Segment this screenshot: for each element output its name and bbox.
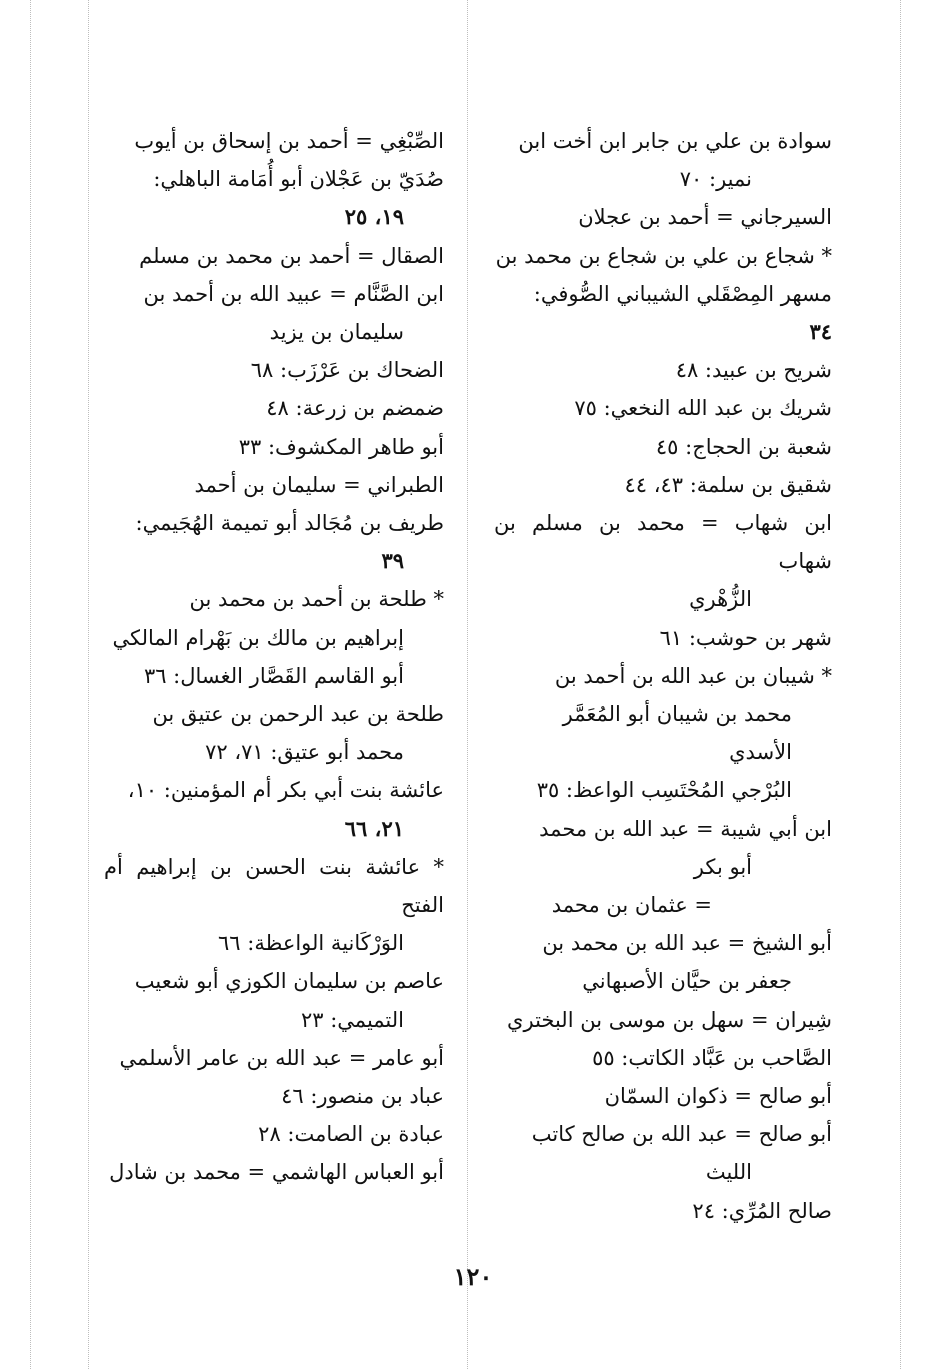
index-line: شريح بن عبيد: ٤٨ — [675, 358, 832, 383]
index-line: الصقال = أحمد بن محمد بن مسلم — [139, 243, 444, 268]
index-line: السيرجاني = أحمد بن عجلان — [578, 205, 832, 230]
index-line: أبو عامر = عبد الله بن عامر الأسلمي — [119, 1045, 444, 1070]
index-line: أبو القاسم القَصَّار الغسال: ٣٦ — [143, 663, 404, 688]
index-line: شهر بن حوشب: ٦١ — [659, 625, 832, 650]
index-line: مسهر المِصْقَلي الشيباني الصُّوفي: — [533, 281, 832, 306]
index-line: طريف بن مُجَالد أبو تميمة الهُجَيمي: — [135, 511, 444, 536]
index-line: شقيق بن سلمة: ٤٣، ٤٤ — [624, 472, 832, 497]
index-line: عباد بن منصور: ٤٦ — [281, 1084, 444, 1109]
index-line: شِيران = سهل بن موسى بن البختري — [507, 1007, 832, 1032]
index-line: أبو صالح = ذكوان السمّان — [604, 1084, 832, 1109]
index-line: محمد بن شيبان أبو المُعَمَّر الأسدي — [562, 702, 792, 765]
margin-guide-line — [88, 0, 89, 1369]
index-line: سليمان بن يزيد — [269, 320, 404, 345]
index-line: عائشة بنت أبي بكر أم المؤمنين: ١٠، — [127, 778, 444, 803]
index-line: ١٩، ٢٥ — [344, 204, 404, 230]
index-line: ضمضم بن زرعة: ٤٨ — [266, 396, 444, 421]
index-line: الصِّبْغِي = أحمد بن إسحاق بن أيوب — [134, 129, 444, 153]
column-divider — [467, 0, 468, 1369]
index-line: سوادة بن علي بن جابر ابن أخت ابن — [518, 129, 832, 153]
index-line: عاصم بن سليمان الكوزي أبو شعيب — [134, 969, 444, 994]
index-line: ٣٩ — [381, 548, 404, 574]
index-line: صالح المُرِّي: ٢٤ — [692, 1198, 832, 1223]
index-line: * عائشة بنت الحسن بن إبراهيم أم الفتح — [104, 854, 444, 918]
index-line: البُرْجي المُحْتَسِب الواعظ: ٣٥ — [536, 778, 792, 803]
index-line: الصَّاحب بن عَبَّاد الكاتب: ٥٥ — [592, 1045, 832, 1070]
index-line: ٣٤ — [809, 319, 832, 345]
index-line: ابن الصَّنَّام = عبيد الله بن أحمد بن — [143, 281, 444, 306]
index-line: شريك بن عبد الله النخعي: ٧٥ — [574, 396, 832, 421]
index-line: صُدَيّ بن عَجْلان أبو أُمَامة الباهلي: — [153, 167, 444, 192]
index-line: أبو طاهر المكشوف: ٣٣ — [238, 434, 444, 459]
index-line: ابن شهاب = محمد بن مسلم بن شهاب — [494, 511, 832, 574]
index-line: أبو صالح = عبد الله بن صالح كاتب — [531, 1122, 832, 1147]
margin-guide-line — [900, 0, 901, 1369]
index-line: التميمي: ٢٣ — [300, 1007, 404, 1032]
index-line: أبو الشيخ = عبد الله بن محمد بن — [542, 931, 832, 956]
index-line: شعبة بن الحجاج: ٤٥ — [655, 434, 832, 459]
index-line: طلحة بن عبد الرحمن بن عتيق بن — [152, 702, 444, 727]
index-column-right — [494, 122, 832, 1230]
page-number: ١٢٠ — [453, 1262, 493, 1291]
margin-guide-line — [30, 0, 31, 1369]
index-line: جعفر بن حيَّان الأصبهاني — [582, 969, 792, 994]
index-line: * شيبان بن عبد الله بن أحمد بن — [554, 663, 832, 688]
index-line: أبو العباس الهاشمي = محمد بن شادل — [109, 1160, 444, 1185]
index-line: الوَرْكَانية الواعظة: ٦٦ — [218, 931, 404, 956]
index-line: ابن أبي شيبة = عبد الله بن محمد — [539, 816, 832, 841]
index-line: محمد أبو عتيق: ٧١، ٧٢ — [205, 740, 404, 765]
index-line: = عثمان بن محمد — [551, 893, 712, 918]
index-line: الضحاك بن عَرْزَب: ٦٨ — [250, 358, 444, 383]
index-line: نمير: ٧٠ — [679, 167, 752, 192]
index-line: عبادة بن الصامت: ٢٨ — [258, 1122, 444, 1147]
index-line: الطبراني = سليمان بن أحمد — [194, 472, 444, 497]
index-column-left — [104, 122, 444, 1192]
index-line: ٢١، ٦٦ — [344, 815, 404, 841]
index-line: أبو بكر — [693, 854, 752, 879]
index-line: الزُّهْري — [689, 587, 752, 612]
index-line: * شجاع بن علي بن شجاع بن محمد بن — [495, 243, 832, 268]
index-line: الليث — [705, 1160, 752, 1185]
index-line: * طلحة بن أحمد بن محمد بن — [189, 587, 444, 612]
index-line: إبراهيم بن مالك بن بَهْرام المالكي — [112, 625, 404, 650]
